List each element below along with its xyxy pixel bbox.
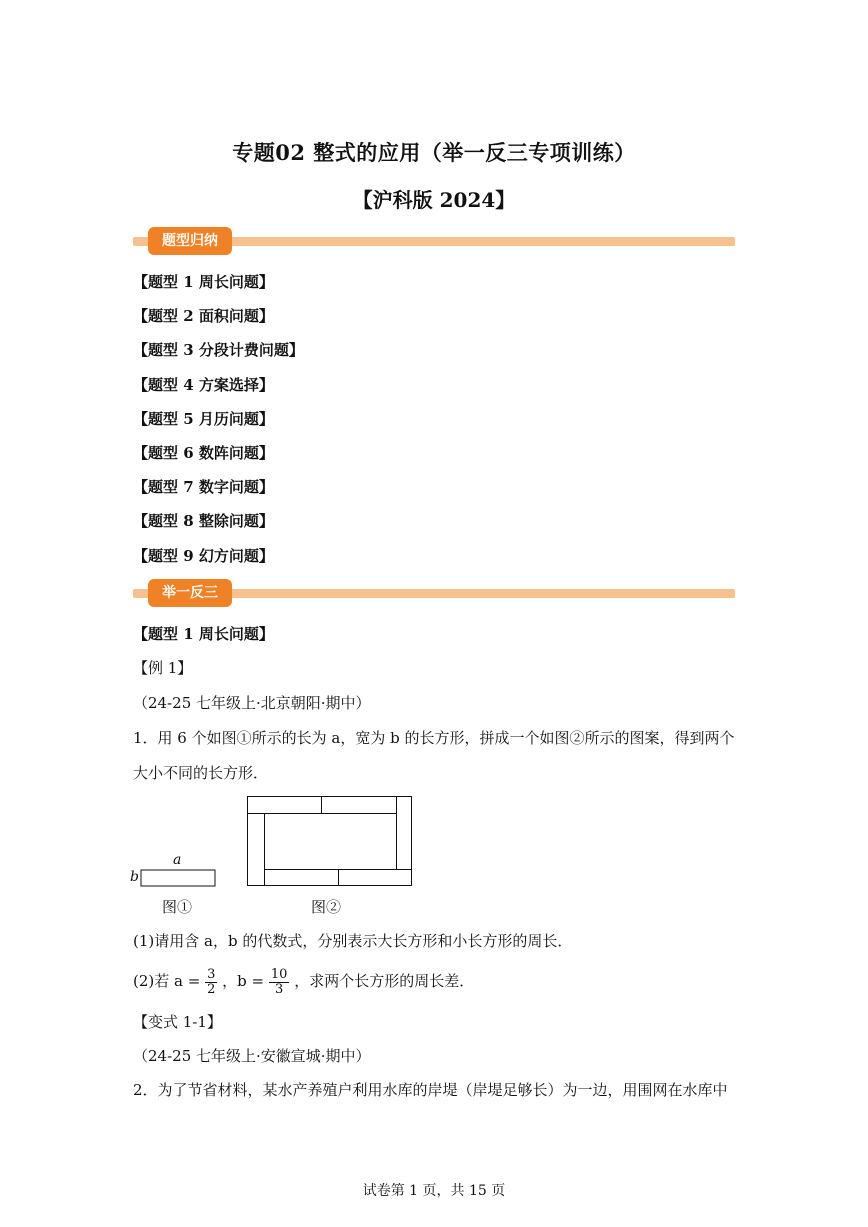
figure-1-label-b: b	[130, 869, 139, 885]
figure-1-label-a: a	[173, 852, 182, 868]
page-footer: 试卷第 1 页，共 15 页	[362, 1183, 506, 1199]
toc-item: 【题型 3 分段计费问题】	[133, 341, 304, 360]
fraction-a: $\frac{3}{2}$	[207, 966, 216, 997]
toc-list	[133, 270, 304, 578]
question1-part1: (1)请用含 a，b 的代数式，分别表示大长方形和小长方形的周长．	[133, 932, 573, 950]
type1-heading: 【题型 1 周长问题】	[133, 625, 274, 643]
toc-item: 【题型 8 整除问题】	[133, 512, 274, 531]
figure-1-caption: 图①	[162, 898, 193, 916]
figure-2-caption: 图②	[311, 898, 342, 916]
question1-line2: 大小不同的长方形．	[133, 764, 269, 782]
toc-item: 【题型 2 面积问题】	[133, 307, 274, 326]
variant-label: 【变式 1-1】	[133, 1013, 222, 1031]
toc-item: 【题型 6 数阵问题】	[133, 443, 274, 462]
question2-line1: 2．为了节省材料，某水产养殖户利用水库的岸堤（岸堤足够长）为一边，用围网在水库中	[133, 1081, 728, 1099]
toc-item: 【题型 9 幻方问题】	[133, 546, 274, 565]
question1-line1: 1．用 6 个如图①所示的长为 a，宽为 b 的长方形，拼成一个如图②所示的图案，得到两个	[133, 729, 735, 747]
section-label-practice: 举一反三	[148, 579, 232, 607]
example1-label: 【例 1】	[133, 659, 193, 677]
question1-part2: (2)若 a = $\frac{3}{2}$ ，b = $\frac{10}{3}$ ，求两个长方形的周长差．	[133, 966, 475, 997]
variant-source: （24-25 七年级上·安徽宣城·期中）	[133, 1047, 371, 1065]
toc-item: 【题型 5 月历问题】	[133, 409, 274, 428]
figure-2-composite	[246, 795, 414, 888]
page-title: 专题02 整式的应用（举一反三专项训练）	[232, 140, 636, 165]
toc-item: 【题型 4 方案选择】	[133, 375, 274, 394]
section-label-summary: 题型归纳	[148, 227, 232, 255]
example1-source: （24-25 七年级上·北京朝阳·期中）	[133, 694, 371, 712]
toc-item: 【题型 7 数字问题】	[133, 478, 274, 497]
page-subtitle: 【沪科版 2024】	[352, 188, 516, 212]
fraction-b: $\frac{10}{3}$	[270, 966, 288, 997]
toc-item: 【题型 1 周长问题】	[133, 273, 274, 291]
